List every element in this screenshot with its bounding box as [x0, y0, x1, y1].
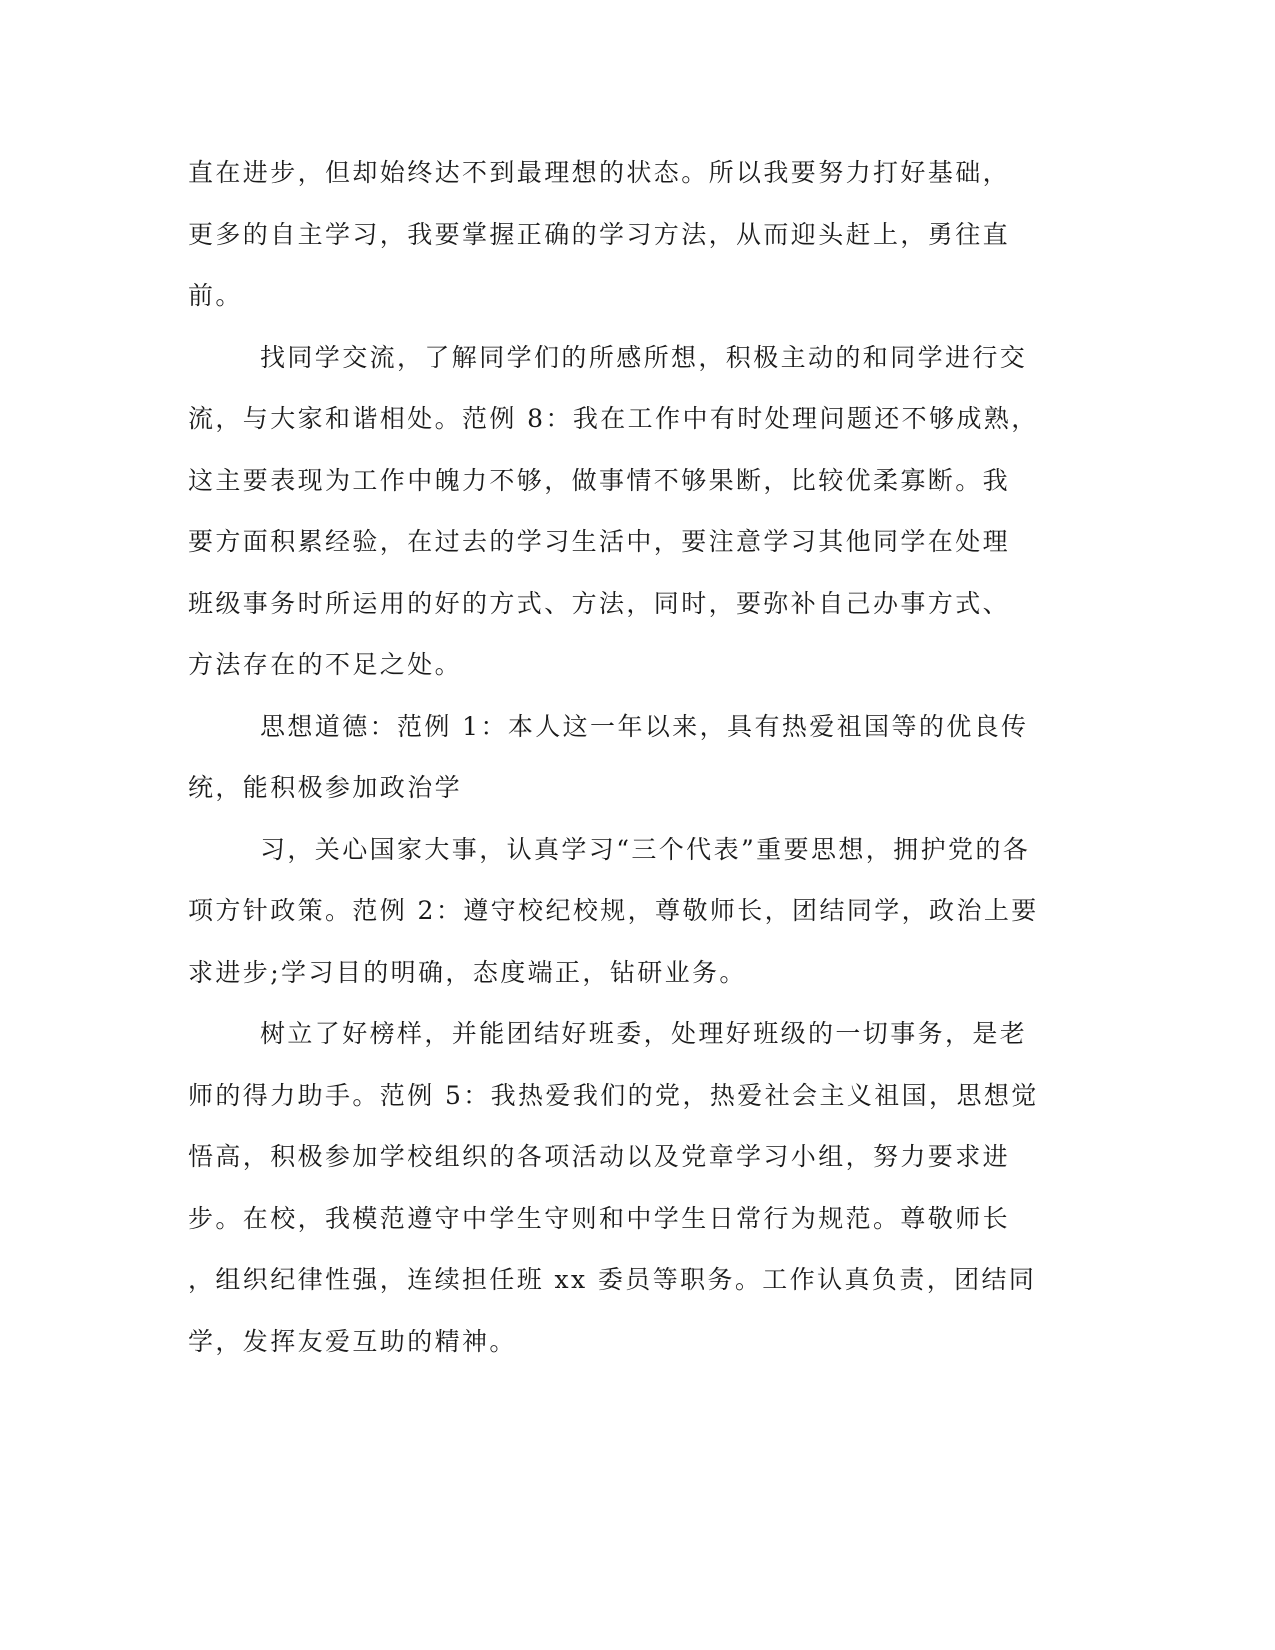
- text-line: 找同学交流，了解同学们的所感所想，积极主动的和同学进行交: [260, 342, 1028, 372]
- text-line: 方法存在的不足之处。: [188, 650, 463, 679]
- paragraph-4: [188, 835, 1088, 1020]
- text-line: 悟高，积极参加学校组织的各项活动以及党章学习小组，努力要求进: [188, 1142, 1011, 1171]
- paragraph-5: [188, 1019, 1088, 1388]
- text-line: 师的得力助手。范例 5：我热爱我们的党，热爱社会主义祖国，思想觉: [188, 1080, 1039, 1110]
- text-line: 思想道德：范例 1：本人这一年以来，具有热爱祖国等的优良传: [260, 711, 1029, 741]
- text-line: 树立了好榜样，并能团结好班委，处理好班级的一切事务，是老: [260, 1019, 1028, 1048]
- text-line: 要方面积累经验，在过去的学习生活中，要注意学习其他同学在处理: [188, 527, 1011, 556]
- text-line: 步。在校，我模范遵守中学生守则和中学生日常行为规范。尊敬师长: [188, 1203, 1011, 1233]
- text-line: 流，与大家和谐相处。范例 8：我在工作中有时处理问题还不够成熟，: [188, 404, 1039, 433]
- text-line: 学，发挥友爱互助的精神。: [188, 1326, 517, 1356]
- text-line: 习，关心国家大事，认真学习“三个代表”重要思想，拥护党的各: [260, 834, 1031, 864]
- document-body: [188, 158, 1088, 1388]
- text-line: 统，能积极参加政治学: [188, 773, 463, 802]
- text-line: 更多的自主学习，我要掌握正确的学习方法，从而迎头赶上，勇往直: [188, 219, 1011, 249]
- text-line: 班级事务时所运用的好的方式、方法，同时，要弥补自己办事方式、: [188, 588, 1011, 618]
- text-line: 前。: [188, 281, 243, 310]
- text-line: ，组织纪律性强，连续担任班 xx 委员等职务。工作认真负责，团结同: [188, 1265, 1037, 1294]
- paragraph-2: [188, 343, 1088, 712]
- text-line: 项方针政策。范例 2：遵守校纪校规，尊敬师长，团结同学，政治上要: [188, 896, 1039, 925]
- text-line: 直在进步，但却始终达不到最理想的状态。所以我要努力打好基础，: [188, 158, 1011, 187]
- text-line: 求进步;学习目的明确，态度端正，钻研业务。: [188, 957, 747, 987]
- paragraph-3: [188, 712, 1088, 835]
- text-line: 这主要表现为工作中魄力不够，做事情不够果断，比较优柔寡断。我: [188, 465, 1011, 495]
- paragraph-1: [188, 158, 1088, 343]
